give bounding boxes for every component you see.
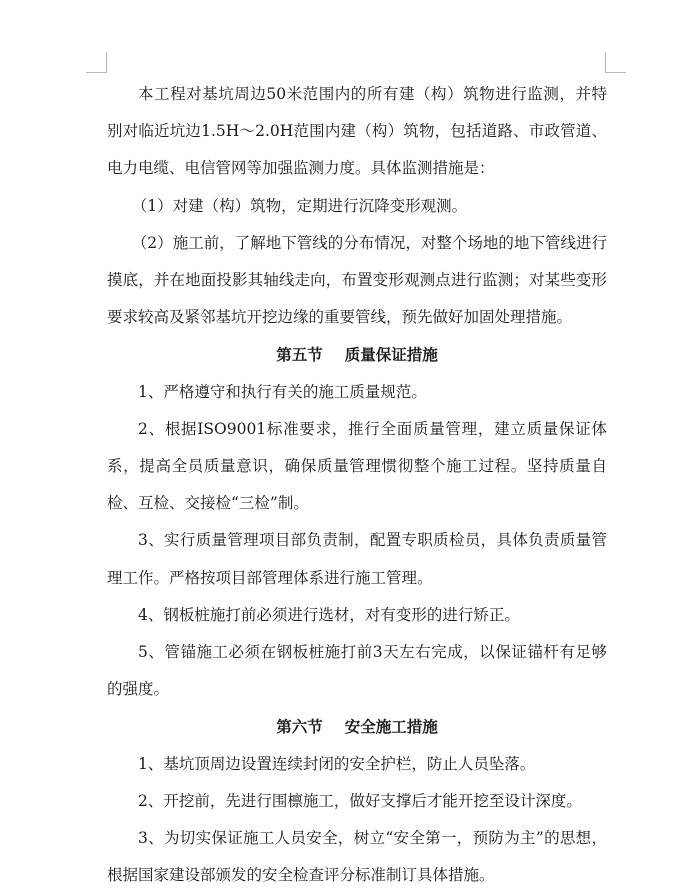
list-item: 5、管锚施工必须在钢板桩施打前3天左右完成，以保证锚杆有足够的强度。 (107, 643, 607, 699)
list-item: 2、根据ISO9001标准要求，推行全面质量管理，建立质量保证体系，提高全员质量意识，确保质量管理惯彻整个施工过程。坚持质量自检、互检、交接检“三检”制。 (107, 419, 607, 513)
crop-mark-top-right (605, 52, 626, 73)
crop-mark-top-left (86, 52, 107, 73)
list-item: 3、为切实保证施工人员安全，树立“安全第一，预防为主”的思想，根据国家建设部颁发的安全检查评分标准制订具体措施。 (107, 829, 607, 885)
list-item: 1、严格遵守和执行有关的施工质量规范。 (138, 382, 427, 401)
document-body[interactable] (107, 76, 607, 894)
paragraph-monitoring-scope: 本工程对基坑周边50米范围内的所有建（构）筑物进行监测，并特别对临近坑边1.5H～2.0H范围内建（构）筑物，包括道路、市政管道、电力电缆、电信管网等加强监测力度。具体监测措施是： (107, 85, 607, 178)
section-number: 第五节 (276, 345, 323, 365)
section-number: 第六节 (276, 717, 323, 737)
paragraph-monitoring-item-1: （1）对建（构）筑物，定期进行沉降变形观测。 (131, 196, 468, 215)
list-item: 4、钢板桩施打前必须进行选材，对有变形的进行矫正。 (138, 605, 520, 624)
section-title: 质量保证措施 (344, 345, 438, 365)
list-item: 1、基坑顶周边设置连续封闭的安全护栏，防止人员坠落。 (138, 754, 536, 773)
list-item: 3、实行质量管理项目部负责制，配置专职质检员，具体负责质量管理工作。严格按项目部管理体系进行施工管理。 (107, 531, 607, 587)
section-title: 安全施工措施 (344, 717, 438, 737)
list-item: 2、开挖前，先进行围檩施工，做好支撑后才能开挖至设计深度。 (138, 791, 582, 810)
paragraph-monitoring-item-2: （2）施工前，了解地下管线的分布情况，对整个场地的地下管线进行摸底，并在地面投影其轴线走向，布置变形观测点进行监测；对某些变形要求较高及紧邻基坑开挖边缘的重要管线，预先做好加固处理措施。 (107, 233, 607, 327)
section-heading-5 (107, 336, 607, 373)
section-heading-6 (107, 708, 607, 745)
